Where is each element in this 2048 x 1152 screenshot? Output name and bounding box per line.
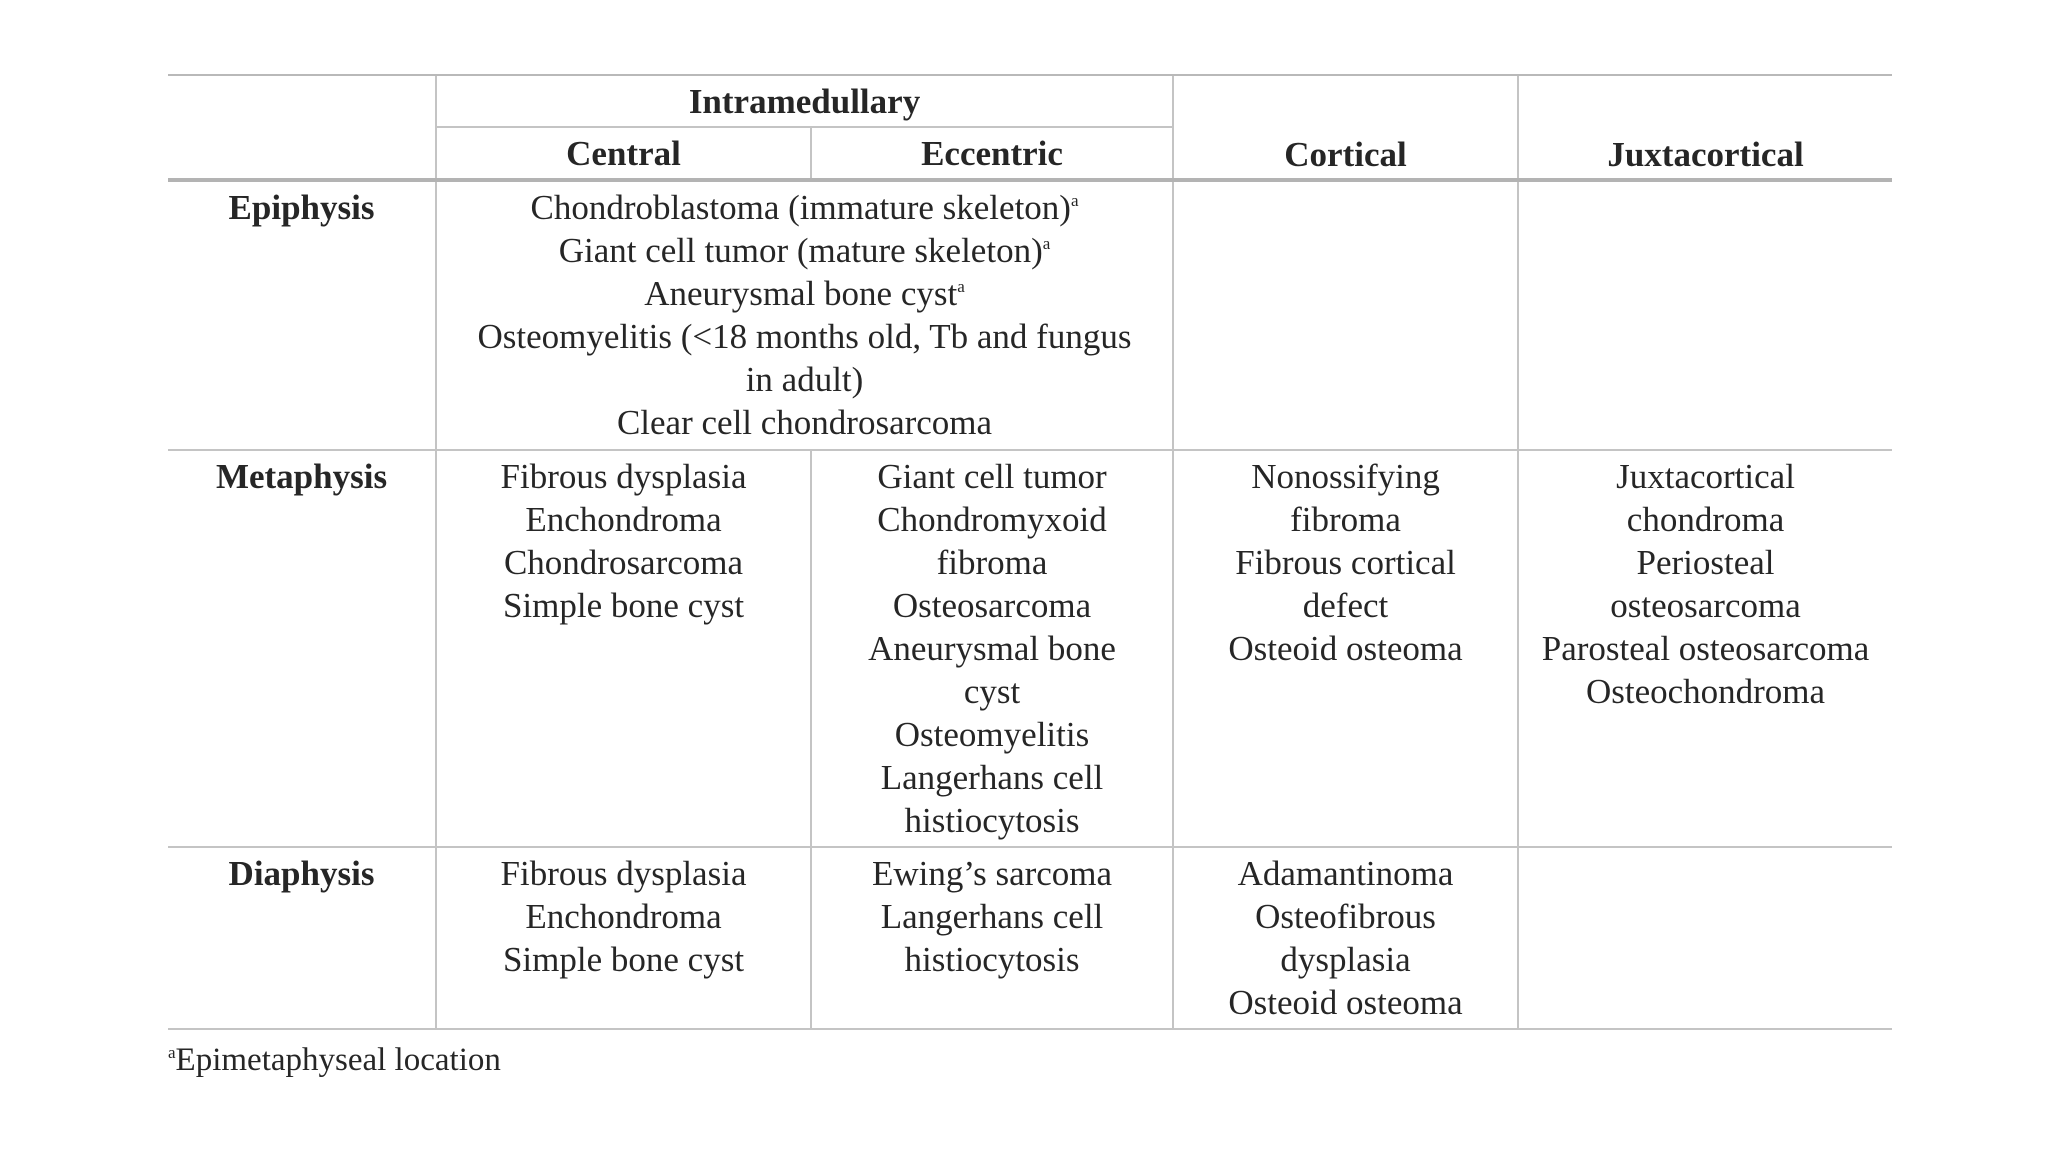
table-body xyxy=(168,180,1892,1029)
cell-epiphysis-cortical xyxy=(1173,180,1518,450)
cell-epiphysis-juxtacortical xyxy=(1518,180,1892,450)
cell-line: Osteosarcoma xyxy=(892,586,1092,625)
footnote-marker: a xyxy=(1042,234,1051,253)
cell-line: cyst xyxy=(963,672,1021,711)
cell-line: Aneurysmal bone cyst$^a$ xyxy=(644,274,965,313)
table-row-diaphysis xyxy=(168,847,1892,1029)
cell-line: Fibrous cortical xyxy=(1235,543,1456,582)
cell-line: in adult) xyxy=(745,360,864,399)
cell-line: osteosarcoma xyxy=(1610,586,1801,625)
cell-line: Osteoid osteoma xyxy=(1228,629,1463,668)
cell-line: Simple bone cyst xyxy=(502,940,745,979)
cell-line: Fibrous dysplasia xyxy=(500,457,747,496)
row-label-diaphysis: Diaphysis xyxy=(168,847,436,1029)
table-row-epiphysis xyxy=(168,180,1892,450)
footnote-marker: a xyxy=(957,277,965,296)
row-label-epiphysis: Epiphysis xyxy=(168,180,436,450)
cell-line: Langerhans cell xyxy=(880,897,1104,936)
cell-line: Osteoid osteoma xyxy=(1228,983,1463,1022)
cell-line: Osteomyelitis (<18 months old, Tb and fungus xyxy=(477,317,1132,356)
cell-line: chondroma xyxy=(1626,500,1785,539)
cell-line: Osteochondroma xyxy=(1585,672,1826,711)
cell-line: histiocytosis xyxy=(904,940,1080,979)
cell-line: Giant cell tumor (mature skeleton)$^a$ xyxy=(558,231,1051,270)
cell-line: Osteofibrous xyxy=(1255,897,1436,936)
cell-diaphysis-cortical xyxy=(1173,847,1518,1029)
cell-line: fibroma xyxy=(1290,500,1401,539)
cell-diaphysis-central xyxy=(436,847,811,1029)
header-cortical: Cortical xyxy=(1173,75,1518,180)
header-intramedullary: Intramedullary xyxy=(436,75,1173,127)
header-corner-cell xyxy=(168,75,436,180)
cell-line: dysplasia xyxy=(1280,940,1411,979)
cell-line: Chondroblastoma (immature skeleton)$^a$ xyxy=(530,188,1079,227)
cell-line: Osteomyelitis xyxy=(894,715,1090,754)
cell-line: Fibrous dysplasia xyxy=(500,854,747,893)
cell-diaphysis-eccentric xyxy=(811,847,1173,1029)
cell-line: Juxtacortical xyxy=(1616,457,1795,496)
header-juxtacortical: Juxtacortical xyxy=(1518,75,1892,180)
cell-line: Nonossifying xyxy=(1251,457,1440,496)
cell-line: Parosteal osteosarcoma xyxy=(1541,629,1870,668)
cell-line: Chondromyxoid xyxy=(877,500,1107,539)
cell-line: Ewing’s sarcoma xyxy=(871,854,1113,893)
cell-diaphysis-juxtacortical xyxy=(1518,847,1892,1029)
cell-line: histiocytosis xyxy=(904,801,1080,840)
cell-metaphysis-juxtacortical xyxy=(1518,450,1892,847)
header-eccentric: Eccentric xyxy=(811,127,1173,180)
lesion-location-table-document xyxy=(168,74,1892,1080)
table-footnote xyxy=(168,1040,1892,1080)
lesion-location-table xyxy=(168,74,1892,1030)
cell-line: Adamantinoma xyxy=(1237,854,1454,893)
cell-line: Enchondroma xyxy=(525,897,722,936)
footnote-text: Epimetaphyseal location xyxy=(175,1042,501,1078)
cell-line: Giant cell tumor xyxy=(877,457,1107,496)
cell-line: Clear cell chondrosarcoma xyxy=(616,403,993,442)
cell-metaphysis-central xyxy=(436,450,811,847)
cell-line: Simple bone cyst xyxy=(502,586,745,625)
row-label-metaphysis: Metaphysis xyxy=(168,450,436,847)
cell-epiphysis-intramedullary xyxy=(436,180,1173,450)
footnote-marker: a xyxy=(168,1043,176,1062)
cell-line: Periosteal xyxy=(1636,543,1775,582)
cell-line: Langerhans cell xyxy=(880,758,1104,797)
cell-metaphysis-cortical xyxy=(1173,450,1518,847)
header-central: Central xyxy=(436,127,811,180)
cell-line: defect xyxy=(1302,586,1389,625)
table-row-metaphysis xyxy=(168,450,1892,847)
cell-line: Chondrosarcoma xyxy=(503,543,744,582)
cell-metaphysis-eccentric xyxy=(811,450,1173,847)
footnote-marker: a xyxy=(1070,191,1079,210)
table-header xyxy=(168,75,1892,180)
cell-line: fibroma xyxy=(936,543,1048,582)
cell-line: Aneurysmal bone xyxy=(868,629,1116,668)
cell-line: Enchondroma xyxy=(525,500,722,539)
